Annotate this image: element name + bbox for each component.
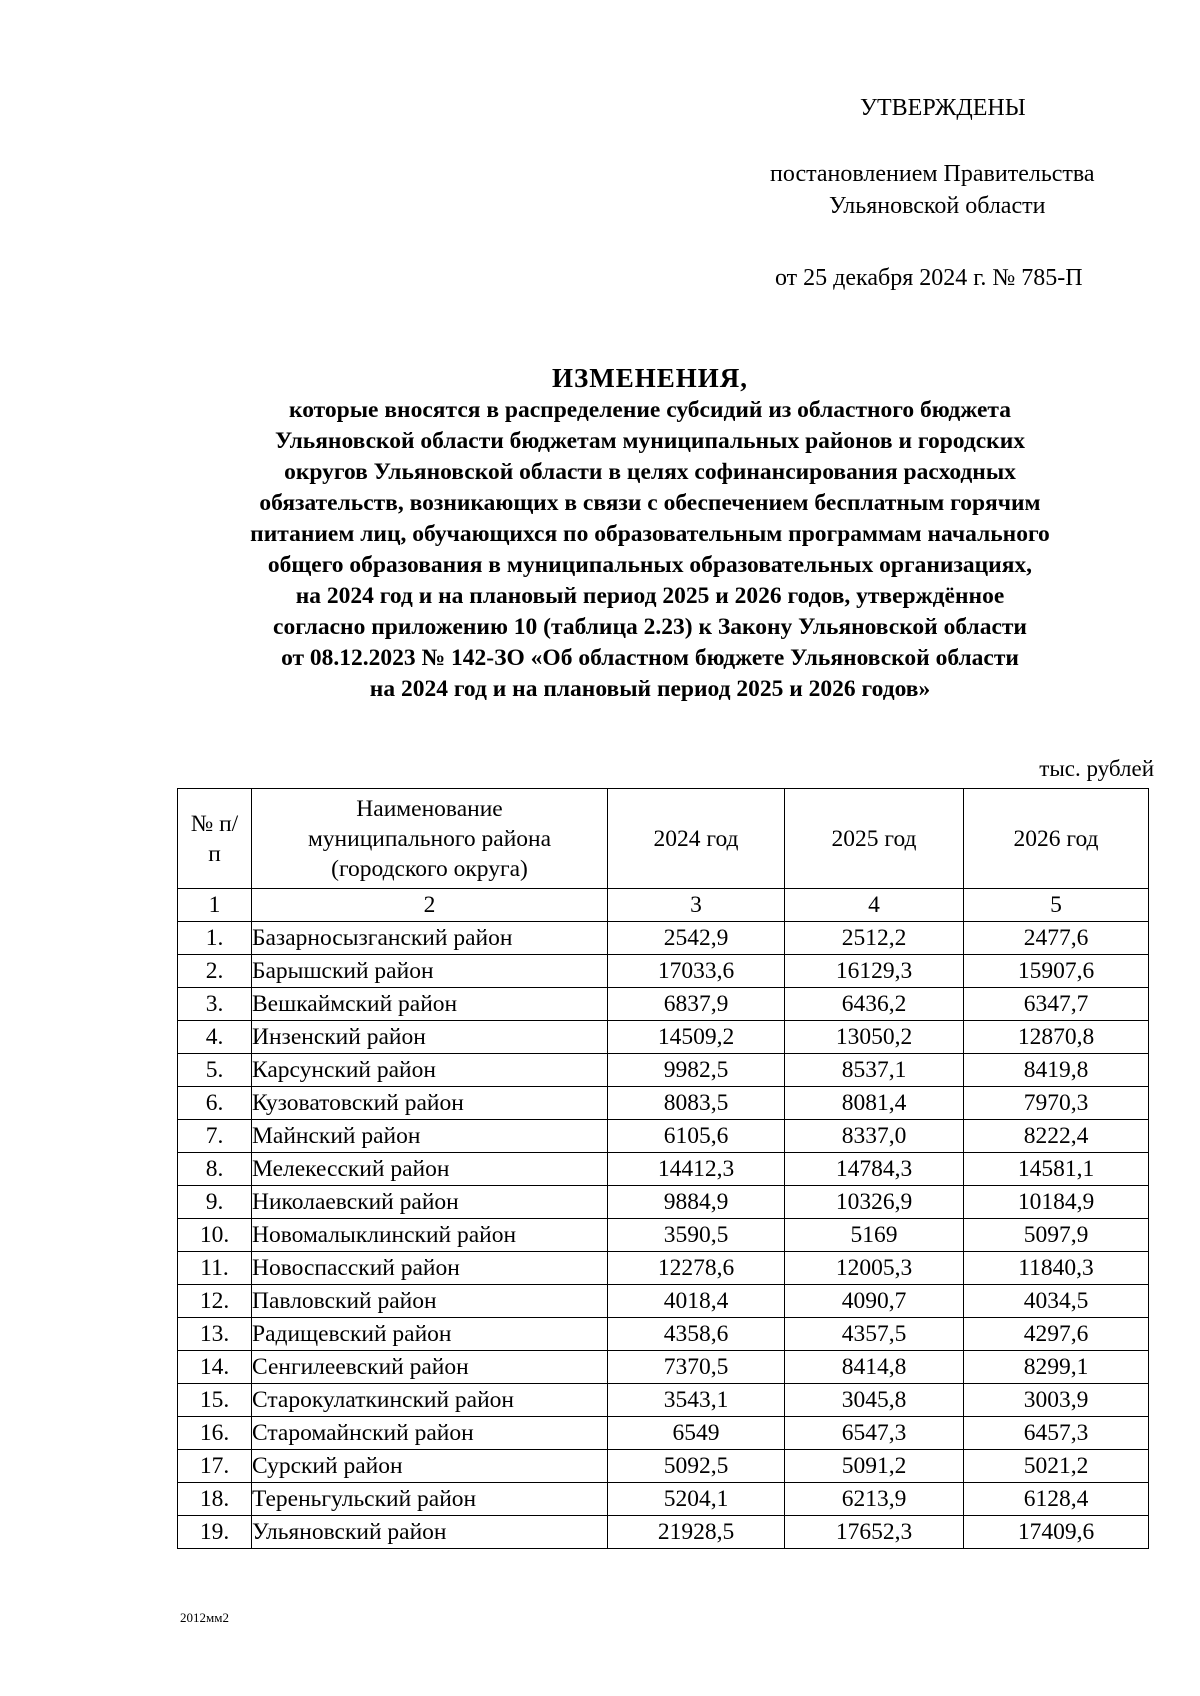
district-name: Старокулаткинский район bbox=[252, 1384, 608, 1417]
district-name: Мелекесский район bbox=[252, 1153, 608, 1186]
table-row bbox=[178, 1087, 1149, 1120]
value-2026: 8419,8 bbox=[964, 1054, 1149, 1087]
colnum: 3 bbox=[608, 889, 785, 922]
district-name: Барышский район bbox=[252, 955, 608, 988]
table-row bbox=[178, 1384, 1149, 1417]
table-row bbox=[178, 1351, 1149, 1384]
value-2024: 3543,1 bbox=[608, 1384, 785, 1417]
subsidy-table bbox=[177, 788, 1149, 1549]
approval-by: постановлением Правительства bbox=[770, 161, 1095, 187]
row-number: 8. bbox=[178, 1153, 252, 1186]
title-line: округов Ульяновской области в целях софинансирования расходных bbox=[284, 459, 1016, 485]
title-line: согласно приложению 10 (таблица 2.23) к Закону Ульяновской области bbox=[273, 614, 1027, 640]
district-name: Кузоватовский район bbox=[252, 1087, 608, 1120]
value-2025: 5169 bbox=[785, 1219, 964, 1252]
title-line: которые вносятся в распределение субсидий из областного бюджета bbox=[288, 397, 1012, 423]
approval-region: Ульяновской области bbox=[829, 193, 1046, 219]
value-2024: 5092,5 bbox=[608, 1450, 785, 1483]
document-title bbox=[150, 361, 1150, 705]
row-number: 13. bbox=[178, 1318, 252, 1351]
value-2024: 2542,9 bbox=[608, 922, 785, 955]
value-2024: 8083,5 bbox=[608, 1087, 785, 1120]
table-row bbox=[178, 1516, 1149, 1549]
value-2026: 4034,5 bbox=[964, 1285, 1149, 1318]
row-number: 5. bbox=[178, 1054, 252, 1087]
row-number: 6. bbox=[178, 1087, 252, 1120]
approval-date: от 25 декабря 2024 г. № 785-П bbox=[775, 265, 1083, 291]
value-2025: 4090,7 bbox=[785, 1285, 964, 1318]
value-2024: 4018,4 bbox=[608, 1285, 785, 1318]
row-number: 14. bbox=[178, 1351, 252, 1384]
district-name: Карсунский район bbox=[252, 1054, 608, 1087]
value-2026: 7970,3 bbox=[964, 1087, 1149, 1120]
value-2026: 17409,6 bbox=[964, 1516, 1149, 1549]
colnum: 5 bbox=[964, 889, 1149, 922]
value-2026: 3003,9 bbox=[964, 1384, 1149, 1417]
value-2024: 5204,1 bbox=[608, 1483, 785, 1516]
title-line: от 08.12.2023 № 142-ЗО «Об областном бюджете Ульяновской области bbox=[281, 645, 1019, 671]
table-row bbox=[178, 955, 1149, 988]
footer-code: 2012мм2 bbox=[180, 1610, 229, 1625]
district-name: Павловский район bbox=[252, 1285, 608, 1318]
title-line: на 2024 год и на плановый период 2025 и 2026 годов, утверждённое bbox=[295, 583, 1005, 609]
value-2024: 14412,3 bbox=[608, 1153, 785, 1186]
table-row bbox=[178, 1186, 1149, 1219]
value-2024: 6549 bbox=[608, 1417, 785, 1450]
value-2026: 4297,6 bbox=[964, 1318, 1149, 1351]
value-2025: 12005,3 bbox=[785, 1252, 964, 1285]
row-number: 9. bbox=[178, 1186, 252, 1219]
value-2024: 9982,5 bbox=[608, 1054, 785, 1087]
district-name: Ульяновский район bbox=[252, 1516, 608, 1549]
table-row bbox=[178, 1450, 1149, 1483]
table-row bbox=[178, 1417, 1149, 1450]
title-line: на 2024 год и на плановый период 2025 и 2026 годов» bbox=[369, 676, 931, 702]
row-number: 4. bbox=[178, 1021, 252, 1054]
district-name: Сенгилеевский район bbox=[252, 1351, 608, 1384]
value-2024: 17033,6 bbox=[608, 955, 785, 988]
table-row bbox=[178, 1318, 1149, 1351]
district-name: Майнский район bbox=[252, 1120, 608, 1153]
title-subtitle bbox=[150, 395, 1150, 705]
row-number: 12. bbox=[178, 1285, 252, 1318]
value-2025: 8337,0 bbox=[785, 1120, 964, 1153]
value-2025: 5091,2 bbox=[785, 1450, 964, 1483]
value-2025: 6213,9 bbox=[785, 1483, 964, 1516]
header-name: Наименование муниципального района (городского округа) bbox=[252, 789, 608, 889]
value-2024: 6105,6 bbox=[608, 1120, 785, 1153]
district-name: Новомалыклинский район bbox=[252, 1219, 608, 1252]
title-line: обязательств, возникающих в связи с обеспечением бесплатным горячим bbox=[259, 490, 1041, 516]
row-number: 17. bbox=[178, 1450, 252, 1483]
row-number: 15. bbox=[178, 1384, 252, 1417]
colnum: 4 bbox=[785, 889, 964, 922]
value-2026: 5097,9 bbox=[964, 1219, 1149, 1252]
value-2025: 3045,8 bbox=[785, 1384, 964, 1417]
value-2025: 10326,9 bbox=[785, 1186, 964, 1219]
value-2026: 6457,3 bbox=[964, 1417, 1149, 1450]
header-2026: 2026 год bbox=[964, 789, 1149, 889]
value-2026: 2477,6 bbox=[964, 922, 1149, 955]
value-2025: 8414,8 bbox=[785, 1351, 964, 1384]
value-2025: 4357,5 bbox=[785, 1318, 964, 1351]
table-row bbox=[178, 1252, 1149, 1285]
value-2025: 17652,3 bbox=[785, 1516, 964, 1549]
table-header-row bbox=[178, 789, 1149, 889]
value-2024: 6837,9 bbox=[608, 988, 785, 1021]
title-line: Ульяновской области бюджетам муниципальных районов и городских bbox=[274, 428, 1025, 454]
row-number: 19. bbox=[178, 1516, 252, 1549]
units-label: тыс. рублей bbox=[1039, 756, 1154, 781]
district-name: Новоспасский район bbox=[252, 1252, 608, 1285]
value-2024: 3590,5 bbox=[608, 1219, 785, 1252]
header-no: № п/п bbox=[178, 789, 252, 889]
row-number: 11. bbox=[178, 1252, 252, 1285]
value-2025: 14784,3 bbox=[785, 1153, 964, 1186]
value-2025: 8537,1 bbox=[785, 1054, 964, 1087]
row-number: 18. bbox=[178, 1483, 252, 1516]
value-2026: 10184,9 bbox=[964, 1186, 1149, 1219]
column-numbers-row bbox=[178, 889, 1149, 922]
value-2025: 16129,3 bbox=[785, 955, 964, 988]
value-2026: 15907,6 bbox=[964, 955, 1149, 988]
value-2025: 8081,4 bbox=[785, 1087, 964, 1120]
approval-heading: УТВЕРЖДЕНЫ bbox=[860, 95, 1026, 121]
colnum: 1 bbox=[178, 889, 252, 922]
value-2026: 8222,4 bbox=[964, 1120, 1149, 1153]
table-row bbox=[178, 922, 1149, 955]
district-name: Старомайнский район bbox=[252, 1417, 608, 1450]
value-2026: 5021,2 bbox=[964, 1450, 1149, 1483]
title-heading: ИЗМЕНЕНИЯ, bbox=[551, 363, 748, 393]
value-2026: 12870,8 bbox=[964, 1021, 1149, 1054]
district-name: Николаевский район bbox=[252, 1186, 608, 1219]
table-row bbox=[178, 1021, 1149, 1054]
table-row bbox=[178, 1285, 1149, 1318]
value-2024: 12278,6 bbox=[608, 1252, 785, 1285]
value-2025: 6547,3 bbox=[785, 1417, 964, 1450]
value-2026: 11840,3 bbox=[964, 1252, 1149, 1285]
table-body bbox=[178, 922, 1149, 1549]
title-line: общего образования в муниципальных образовательных организациях, bbox=[267, 552, 1033, 578]
value-2024: 14509,2 bbox=[608, 1021, 785, 1054]
table-row bbox=[178, 1054, 1149, 1087]
value-2024: 9884,9 bbox=[608, 1186, 785, 1219]
value-2024: 21928,5 bbox=[608, 1516, 785, 1549]
district-name: Вешкаймский район bbox=[252, 988, 608, 1021]
table-row bbox=[178, 1219, 1149, 1252]
row-number: 1. bbox=[178, 922, 252, 955]
colnum: 2 bbox=[252, 889, 608, 922]
row-number: 10. bbox=[178, 1219, 252, 1252]
table-row bbox=[178, 1120, 1149, 1153]
row-number: 7. bbox=[178, 1120, 252, 1153]
value-2025: 6436,2 bbox=[785, 988, 964, 1021]
row-number: 2. bbox=[178, 955, 252, 988]
header-2025: 2025 год bbox=[785, 789, 964, 889]
row-number: 16. bbox=[178, 1417, 252, 1450]
table-row bbox=[178, 988, 1149, 1021]
value-2025: 13050,2 bbox=[785, 1021, 964, 1054]
district-name: Радищевский район bbox=[252, 1318, 608, 1351]
title-line: питанием лиц, обучающихся по образовательным программам начального bbox=[250, 521, 1050, 547]
value-2024: 7370,5 bbox=[608, 1351, 785, 1384]
value-2025: 2512,2 bbox=[785, 922, 964, 955]
header-2024: 2024 год bbox=[608, 789, 785, 889]
table-row bbox=[178, 1153, 1149, 1186]
district-name: Базарносызганский район bbox=[252, 922, 608, 955]
row-number: 3. bbox=[178, 988, 252, 1021]
table-row bbox=[178, 1483, 1149, 1516]
value-2026: 8299,1 bbox=[964, 1351, 1149, 1384]
value-2026: 6128,4 bbox=[964, 1483, 1149, 1516]
district-name: Тереньгульский район bbox=[252, 1483, 608, 1516]
district-name: Инзенский район bbox=[252, 1021, 608, 1054]
district-name: Сурский район bbox=[252, 1450, 608, 1483]
value-2026: 14581,1 bbox=[964, 1153, 1149, 1186]
value-2026: 6347,7 bbox=[964, 988, 1149, 1021]
value-2024: 4358,6 bbox=[608, 1318, 785, 1351]
